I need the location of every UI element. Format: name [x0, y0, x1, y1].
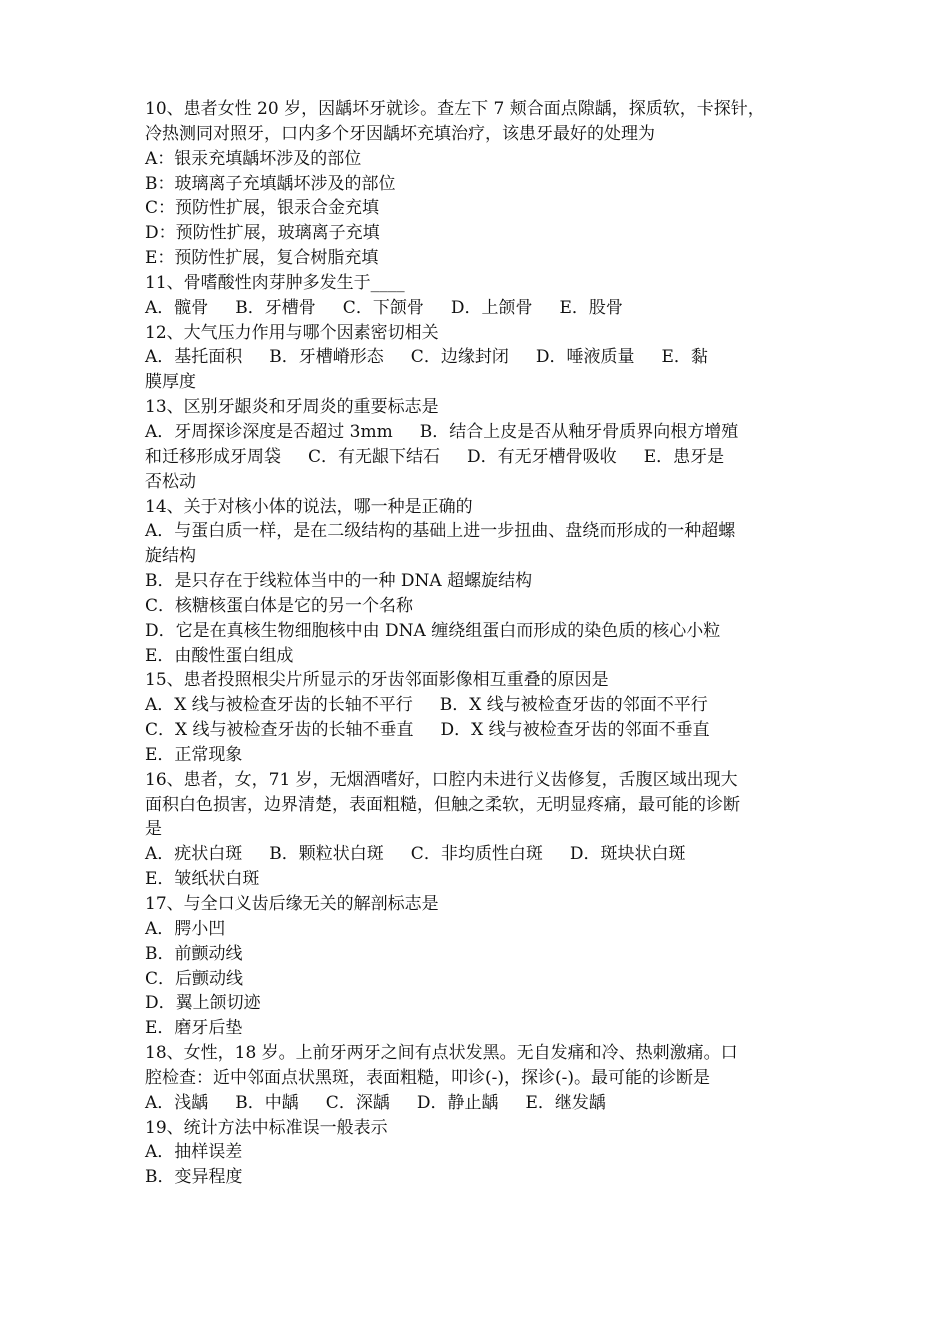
- text-line: 13、区别牙龈炎和牙周炎的重要标志是: [145, 397, 439, 418]
- text-line: C．后颤动线: [145, 968, 244, 989]
- text-line: A．X 线与被检查牙齿的长轴不平行 B．X 线与被检查牙齿的邻面不平行: [145, 695, 708, 716]
- text-line: E．由酸性蛋白组成: [145, 645, 294, 666]
- text-line: B．前颤动线: [145, 943, 243, 964]
- text-line: B．变异程度: [145, 1167, 243, 1188]
- text-line: 否松动: [145, 471, 196, 492]
- text-line: 16、患者，女，71 岁，无烟酒嗜好，口腔内未进行义齿修复，舌腹区域出现大: [145, 769, 738, 790]
- text-line: A．抽样误差: [145, 1142, 243, 1163]
- text-line: 11、骨嗜酸性肉芽肿多发生于____: [145, 272, 405, 293]
- text-line: 面积白色损害，边界清楚，表面粗糙，但触之柔软，无明显疼痛，最可能的诊断: [145, 794, 740, 815]
- text-line: C：预防性扩展，银汞合金充填: [145, 198, 380, 219]
- text-line: 腔检查：近中邻面点状黑斑，表面粗糙，叩诊(-)，探诊(-)。最可能的诊断是: [145, 1067, 711, 1088]
- text-line: C．X 线与被检查牙齿的长轴不垂直 D．X 线与被检查牙齿的邻面不垂直: [145, 720, 710, 741]
- text-line: A．浅龋 B．中龋 C．深龋 D．静止龋 E．继发龋: [145, 1092, 606, 1113]
- text-line: 15、患者投照根尖片所显示的牙齿邻面影像相互重叠的原因是: [145, 670, 609, 691]
- text-line: E．皱纸状白斑: [145, 869, 260, 890]
- text-line: 和迁移形成牙周袋 C．有无龈下结石 D．有无牙槽骨吸收 E．患牙是: [145, 446, 725, 467]
- text-line: 18、女性，18 岁。上前牙两牙之间有点状发黑。无自发痛和冷、热刺激痛。口: [145, 1043, 738, 1064]
- text-line: E．磨牙后垫: [145, 1018, 243, 1039]
- text-line: D．翼上颌切迹: [145, 993, 261, 1014]
- document-page: [145, 97, 817, 1190]
- text-line: 14、关于对核小体的说法，哪一种是正确的: [145, 496, 473, 517]
- text-line: C．核糖核蛋白体是它的另一个名称: [145, 595, 414, 616]
- text-line: E：预防性扩展，复合树脂充填: [145, 248, 379, 269]
- text-line: A．与蛋白质一样，是在二级结构的基础上进一步扭曲、盘绕而形成的一种超螺: [145, 521, 736, 542]
- text-line: 19、统计方法中标准误一般表示: [145, 1117, 388, 1138]
- text-line: 旋结构: [145, 546, 196, 567]
- text-line: 10、患者女性 20 岁，因龋坏牙就诊。查左下 7 颊合面点隙龋，探质软，卡探针，: [145, 99, 765, 119]
- text-line: 冷热测同对照牙，口内多个牙因龋坏充填治疗，该患牙最好的处理为: [145, 123, 655, 144]
- text-line: 膜厚度: [145, 372, 196, 393]
- text-line: A：银汞充填龋坏涉及的部位: [145, 148, 362, 169]
- text-line: D：预防性扩展，玻璃离子充填: [145, 223, 380, 244]
- text-line: 12、大气压力作用与哪个因素密切相关: [145, 322, 439, 343]
- text-line: A．疣状白斑 B．颗粒状白斑 C．非均质性白斑 D．斑块状白斑: [145, 844, 686, 865]
- text-line: 是: [145, 819, 162, 840]
- text-line: A．腭小凹: [145, 918, 226, 939]
- text-line: D．它是在真核生物细胞核中由 DNA 缠绕组蛋白而形成的染色质的核心小粒: [145, 620, 721, 641]
- text-line: E．正常现象: [145, 744, 243, 765]
- text-line: B．是只存在于线粒体当中的一种 DNA 超螺旋结构: [145, 571, 533, 592]
- text-line: 17、与全口义齿后缘无关的解剖标志是: [145, 894, 439, 914]
- text-line: B：玻璃离子充填龋坏涉及的部位: [145, 173, 396, 194]
- text-line: A．髋骨 B．牙槽骨 C．下颌骨 D．上颌骨 E．股骨: [145, 297, 623, 318]
- text-line: A．基托面积 B．牙槽嵴形态 C．边缘封闭 D．唾液质量 E．黏: [145, 347, 708, 368]
- text-line: A．牙周探诊深度是否超过 3mm B．结合上皮是否从釉牙骨质界向根方增殖: [145, 421, 739, 442]
